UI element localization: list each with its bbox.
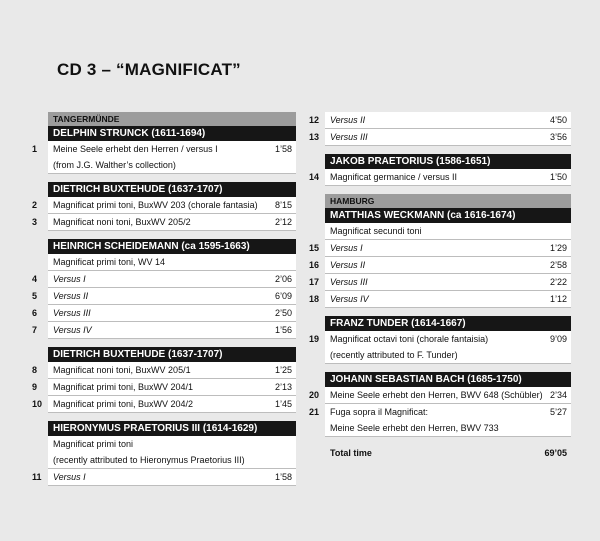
composer-header: DELPHIN STRUNCK (1611-1694) (48, 126, 296, 141)
track-number: 20 (309, 387, 321, 403)
work-subtitle-text: Magnificat secundi toni (330, 226, 422, 236)
track-title: Magnificat noni toni, BuxWV 205/2 (53, 217, 191, 227)
track-title: Versus II (53, 291, 89, 301)
track-duration: 1’25 (274, 365, 292, 375)
track-duration: 1’56 (274, 325, 292, 335)
track-number: 6 (32, 305, 44, 321)
total-time-value: 69’05 (544, 448, 567, 458)
track-row (32, 396, 296, 413)
track-note-text: (recently attributed to F. Tunder) (330, 350, 458, 360)
track-duration: 9’09 (549, 334, 567, 344)
track-title: Versus III (330, 132, 368, 142)
track-number: 1 (32, 141, 44, 157)
track-row (32, 379, 296, 396)
track-duration: 6’09 (274, 291, 292, 301)
track-duration: 2’12 (274, 217, 292, 227)
track-row (309, 112, 571, 129)
track-duration: 1’50 (549, 172, 567, 182)
track-number: 4 (32, 271, 44, 287)
track-number: 9 (32, 379, 44, 395)
track-row (309, 387, 571, 404)
track-duration: 2’34 (549, 390, 567, 400)
track-row (309, 331, 571, 347)
track-duration: 2’06 (274, 274, 292, 284)
left-column (32, 112, 296, 486)
track-title: Meine Seele erhebt den Herren / versus I (53, 144, 218, 154)
page-title: CD 3 – “MAGNIFICAT” (57, 60, 241, 79)
track-number: 21 (309, 404, 321, 420)
track-title: Versus I (53, 274, 86, 284)
track-title: Magnificat primi toni, BuxWV 203 (chorale fantasia) (53, 200, 258, 210)
track-number: 17 (309, 274, 321, 290)
track-number: 12 (309, 112, 321, 128)
track-duration: 1’58 (274, 144, 292, 154)
track-title: Magnificat primi toni, BuxWV 204/2 (53, 399, 194, 409)
composer-header: FRANZ TUNDER (1614-1667) (325, 316, 571, 331)
track-title: Versus I (330, 243, 363, 253)
composer-header: JAKOB PRAETORIUS (1586-1651) (325, 154, 571, 169)
composer-header: MATTHIAS WECKMANN (ca 1616-1674) (325, 208, 571, 223)
track-row (309, 404, 571, 420)
track-title: Magnificat germanice / versus II (330, 172, 458, 182)
track-title: Versus I (53, 472, 86, 482)
work-subtitle (325, 223, 571, 240)
track-number: 15 (309, 240, 321, 256)
track-duration: 8’15 (274, 200, 292, 210)
track-number: 7 (32, 322, 44, 338)
track-title: Magnificat noni toni, BuxWV 205/1 (53, 365, 191, 375)
track-duration: 2’22 (549, 277, 567, 287)
work-subtitle-text: Magnificat primi toni (53, 439, 134, 449)
track-number: 19 (309, 331, 321, 347)
track-number: 16 (309, 257, 321, 273)
work-subtitle-text: (recently attributed to Hieronymus Praetorius III) (53, 455, 245, 465)
group-label-hamburg: HAMBURG (325, 194, 571, 208)
composer-header: HEINRICH SCHEIDEMANN (ca 1595-1663) (48, 239, 296, 254)
track-note (48, 157, 296, 174)
track-number: 14 (309, 169, 321, 185)
track-number: 13 (309, 129, 321, 145)
track-duration: 1’12 (549, 294, 567, 304)
track-note-text: (from J.G. Walther’s collection) (53, 160, 176, 170)
track-note-text: Meine Seele erhebt den Herren, BWV 733 (330, 423, 499, 433)
track-title: Magnificat octavi toni (chorale fantaisia) (330, 334, 489, 344)
track-title: Versus II (330, 260, 366, 270)
track-number: 5 (32, 288, 44, 304)
track-number: 18 (309, 291, 321, 307)
work-subtitle (48, 452, 296, 469)
right-column (309, 112, 571, 461)
track-duration: 2’58 (549, 260, 567, 270)
track-row (309, 257, 571, 274)
composer-header: DIETRICH BUXTEHUDE (1637-1707) (48, 182, 296, 197)
track-number: 3 (32, 214, 44, 230)
track-row (309, 291, 571, 308)
track-row (32, 288, 296, 305)
track-number: 11 (32, 469, 44, 485)
track-duration: 3’56 (549, 132, 567, 142)
track-duration: 2’50 (274, 308, 292, 318)
track-duration: 1’45 (274, 399, 292, 409)
work-subtitle (48, 254, 296, 271)
track-title: Fuga sopra il Magnificat: (330, 407, 429, 417)
track-row (32, 214, 296, 231)
track-row (309, 129, 571, 146)
track-duration: 1’58 (274, 472, 292, 482)
track-row (309, 274, 571, 291)
track-row (32, 305, 296, 322)
group-label-tangermunde: TANGERMÜNDE (48, 112, 296, 126)
total-time-row (325, 445, 571, 461)
track-row (32, 271, 296, 288)
track-note (325, 420, 571, 437)
track-row (32, 362, 296, 379)
track-row (32, 322, 296, 339)
track-duration: 1’29 (549, 243, 567, 253)
composer-header: DIETRICH BUXTEHUDE (1637-1707) (48, 347, 296, 362)
track-row (32, 469, 296, 486)
track-duration: 4’50 (549, 115, 567, 125)
track-title: Versus IV (53, 325, 92, 335)
track-duration: 5’27 (549, 407, 567, 417)
track-title: Versus III (53, 308, 91, 318)
track-title: Versus II (330, 115, 366, 125)
track-title: Versus III (330, 277, 368, 287)
track-row (32, 197, 296, 214)
track-number: 8 (32, 362, 44, 378)
track-row (309, 169, 571, 186)
work-subtitle (48, 436, 296, 452)
track-duration: 2’13 (274, 382, 292, 392)
track-number: 2 (32, 197, 44, 213)
track-number: 10 (32, 396, 44, 412)
track-title: Meine Seele erhebt den Herren, BWV 648 (Schübler) (330, 390, 543, 400)
track-row (32, 141, 296, 157)
work-subtitle-text: Magnificat primi toni, WV 14 (53, 257, 166, 267)
track-title: Versus IV (330, 294, 369, 304)
track-title: Magnificat primi toni, BuxWV 204/1 (53, 382, 194, 392)
track-note (325, 347, 571, 364)
composer-header: HIERONYMUS PRAETORIUS III (1614-1629) (48, 421, 296, 436)
total-time-label: Total time (330, 448, 372, 458)
composer-header: JOHANN SEBASTIAN BACH (1685-1750) (325, 372, 571, 387)
track-row (309, 240, 571, 257)
